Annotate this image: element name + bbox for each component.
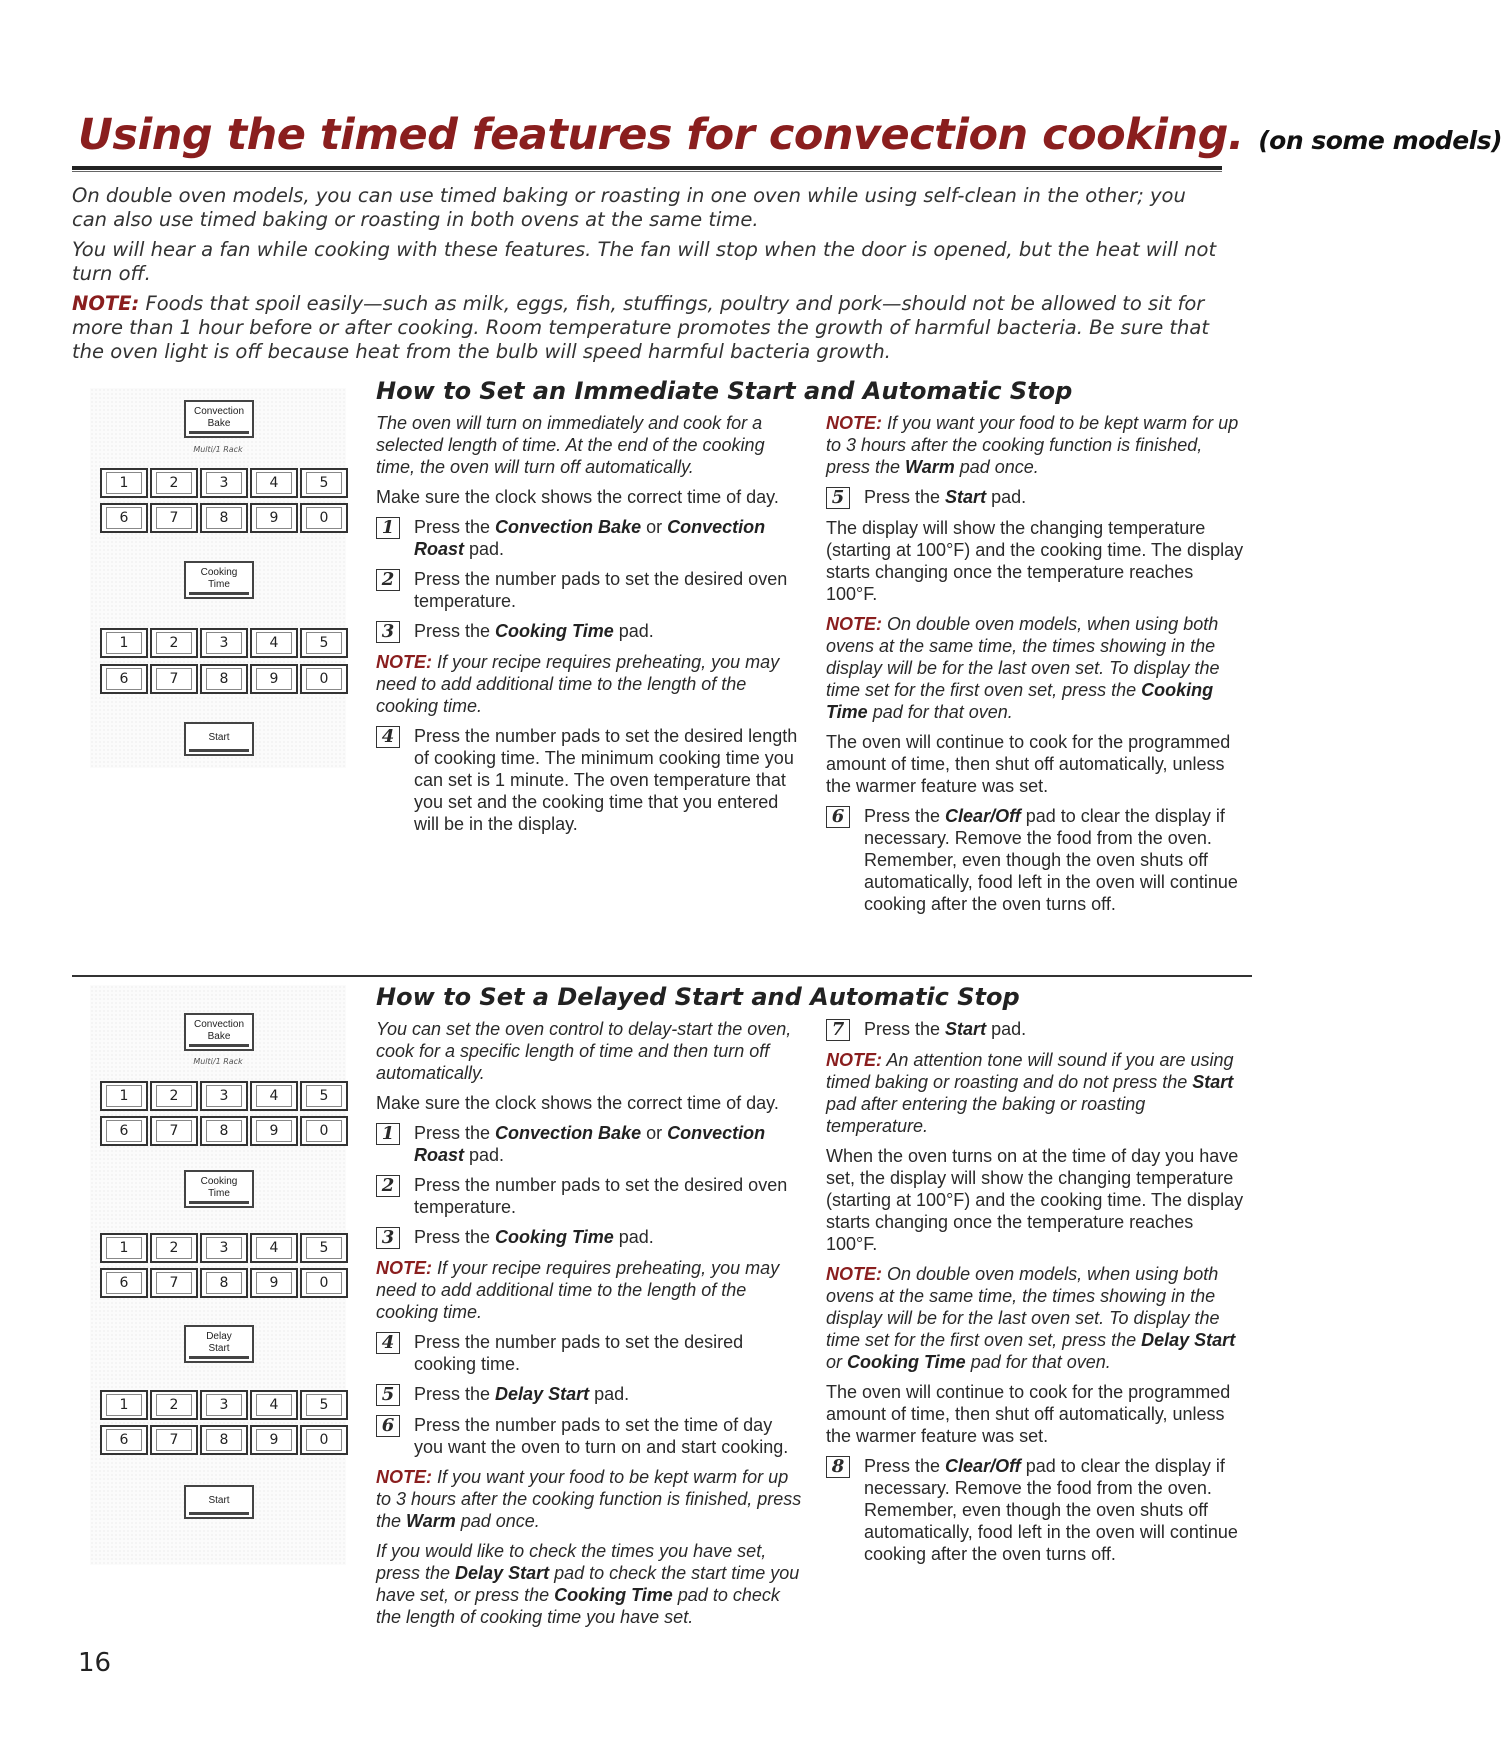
step-text: [864, 1455, 1246, 1565]
note: [826, 1049, 1246, 1137]
title-rule-thin: [72, 171, 1222, 172]
number-pad-0[interactable]: 0: [300, 1425, 348, 1455]
step-number: 8: [826, 1456, 850, 1478]
step-text-pre: Press the: [864, 1019, 946, 1039]
step-text-post: pad.: [464, 539, 505, 559]
number-pad-7[interactable]: 7: [150, 1268, 198, 1298]
number-pad-1[interactable]: 1: [100, 628, 148, 658]
number-pad-2[interactable]: 2: [150, 468, 198, 498]
title-sub: (on some models): [1258, 126, 1502, 155]
number-pad-row: [100, 1233, 348, 1263]
pad-label-line2: Time: [208, 579, 230, 590]
pad-name: Cooking Time: [554, 1585, 673, 1605]
pad-name: Convection Bake: [495, 1123, 642, 1143]
number-pad-row: [100, 1390, 348, 1420]
number-pad-1[interactable]: 1: [100, 1390, 148, 1420]
section1-right-column: [826, 412, 1246, 923]
number-pad-3[interactable]: 3: [200, 1233, 248, 1263]
note-label: NOTE:: [826, 1050, 882, 1070]
check-text: pad to check the start time you have set, or press the: [376, 1563, 800, 1605]
pad-label-line2: Start: [208, 1343, 230, 1354]
step-6: [826, 805, 1246, 915]
pad-label-line1: Convection: [193, 1019, 245, 1030]
continue-description: The oven will continue to cook for the programmed amount of time, then shut off automatically, unless the warmer feature was set.: [826, 1382, 1231, 1446]
number-pad-row: [100, 503, 348, 533]
step-number: 1: [376, 517, 400, 539]
step-text-or: or: [641, 517, 668, 537]
note-text: Foods that spoil easily—such as milk, eggs, fish, stuffings, poultry and pork—should not be allowed to sit for more than 1 hour before or after cooking. Room temperature promotes the growth of harmful bacteria. Be sure that the oven light is off because heat from the bulb will speed harmful bacteria growth.: [72, 292, 1210, 363]
title-main: Using the timed features for convection cooking.: [78, 110, 1244, 160]
number-pad-9[interactable]: 9: [250, 503, 298, 533]
intro: [72, 184, 1222, 370]
pad-name: Cooking Time: [847, 1352, 966, 1372]
step-text-pre: Press the: [864, 487, 946, 507]
pad-name: Convection Bake: [495, 517, 642, 537]
step-number: 3: [376, 621, 400, 643]
number-pad-7[interactable]: 7: [150, 1425, 198, 1455]
step-text: Press the number pads to set the desired cooking time.: [414, 1332, 744, 1374]
number-pad-6[interactable]: 6: [100, 1116, 148, 1146]
step-text: [864, 805, 1246, 915]
step-5: [376, 1383, 806, 1406]
step-2: [376, 568, 806, 612]
start-pad[interactable]: [184, 1485, 254, 1519]
step-text: [414, 516, 806, 560]
step-text: Press the number pads to set the desired oven temperature.: [414, 1175, 788, 1217]
number-pad-2[interactable]: 2: [150, 1081, 198, 1111]
step-text-post: pad.: [464, 1145, 505, 1165]
note-text: On double oven models, when using both ovens at the same time, the times showing in the display will be for the last oven set. To display the time set for the first oven set, press the: [826, 1264, 1220, 1350]
number-pad-4[interactable]: 4: [250, 628, 298, 658]
note-text: pad for that oven.: [965, 1352, 1111, 1372]
step-text: Press the number pads to set the time of day you want the oven to turn on and start cooking.: [414, 1415, 789, 1457]
number-pad-1[interactable]: 1: [100, 1081, 148, 1111]
number-pad-5[interactable]: 5: [300, 1233, 348, 1263]
section-title-delayed: How to Set a Delayed Start and Automatic Stop: [376, 983, 1020, 1011]
note: [826, 613, 1246, 723]
number-pad-8[interactable]: 8: [200, 503, 248, 533]
step-1: [376, 516, 806, 560]
step-text-post: pad.: [986, 487, 1027, 507]
note-text: pad for that oven.: [867, 702, 1013, 722]
section-divider: [72, 975, 1252, 977]
step-text-post: pad.: [613, 1227, 654, 1247]
pad-name: Warm: [905, 457, 955, 477]
check-text: If you would like to check the times you have set, press the: [376, 1541, 767, 1583]
number-pad-row: [100, 1081, 348, 1111]
number-pad-row: [100, 1116, 348, 1146]
number-pad-0[interactable]: 0: [300, 1268, 348, 1298]
step-number: 3: [376, 1227, 400, 1249]
number-pad-row: [100, 664, 348, 694]
number-pad-8[interactable]: 8: [200, 1116, 248, 1146]
note-text: If you want your food to be kept warm for up to 3 hours after the cooking function is finished, press the: [826, 413, 1239, 477]
pad-name: Start: [1192, 1072, 1234, 1092]
pad-name: Cooking Time: [495, 621, 614, 641]
clock-instruction: Make sure the clock shows the correct time of day.: [376, 487, 779, 507]
step-4: [376, 725, 806, 835]
pad-label-line1: Cooking: [200, 567, 238, 578]
note-label: NOTE:: [826, 1264, 882, 1284]
step-2: [376, 1174, 806, 1218]
title-rule: [72, 166, 1222, 170]
step-text: [414, 1383, 629, 1405]
note: [376, 1466, 806, 1532]
step-number: 6: [376, 1415, 400, 1437]
pad-label-line1: Delay: [206, 1331, 232, 1342]
note-text: If your recipe requires preheating, you may need to add additional time to the length of the cooking time.: [376, 652, 780, 716]
step-3: [376, 620, 806, 643]
note: [826, 412, 1246, 478]
pad-name: Convection Roast: [414, 1123, 766, 1165]
note-text: An attention tone will sound if you are using timed baking or roasting and do not press the: [826, 1050, 1234, 1092]
step-text-post: pad to clear the display if necessary. Remove the food from the oven. Remember, even though the oven shuts off automatically, food left in the oven will continue cooking after the oven turns off.: [864, 806, 1238, 914]
step-text-pre: Press the: [414, 1123, 496, 1143]
step-5: [826, 486, 1246, 509]
step-text: [864, 486, 1026, 508]
cooking-time-pad[interactable]: [184, 1170, 254, 1208]
number-pad-6[interactable]: 6: [100, 1268, 148, 1298]
pad-label: Start: [208, 1495, 230, 1506]
note: [376, 1257, 806, 1323]
check-times-note: [376, 1540, 806, 1628]
intro-note: [72, 292, 1222, 364]
step-number: 2: [376, 569, 400, 591]
note-label: NOTE:: [826, 614, 882, 634]
pad-name: Cooking Time: [826, 680, 1214, 722]
step-text: [414, 1226, 654, 1248]
step-number: 4: [376, 726, 400, 748]
convection-bake-pad[interactable]: [184, 1013, 254, 1051]
number-pad-3[interactable]: 3: [200, 1390, 248, 1420]
step-text-pre: Press the: [414, 517, 496, 537]
pad-name: Delay Start: [1141, 1330, 1236, 1350]
pad-name: Clear/Off: [945, 806, 1021, 826]
start-pad[interactable]: [184, 722, 254, 756]
step-number: 2: [376, 1175, 400, 1197]
step-number: 5: [826, 487, 850, 509]
step-3: [376, 1226, 806, 1249]
note-label: NOTE:: [376, 1467, 432, 1487]
number-pad-8[interactable]: 8: [200, 1268, 248, 1298]
step-text: [414, 1122, 806, 1166]
number-pad-0[interactable]: 0: [300, 1116, 348, 1146]
number-pad-row: [100, 628, 348, 658]
number-pad-6[interactable]: 6: [100, 503, 148, 533]
step-text: [414, 620, 654, 642]
number-pad-2[interactable]: 2: [150, 1233, 198, 1263]
pad-label: Start: [208, 732, 230, 743]
pad-name: Warm: [406, 1511, 456, 1531]
multi-rack-label: Multi/1 Rack: [193, 1057, 243, 1066]
intro-paragraph-1: On double oven models, you can use timed baking or roasting in one oven while using self-clean in the other; you can also use timed baking or roasting in both ovens at the same time.: [72, 184, 1186, 231]
number-pad-4[interactable]: 4: [250, 468, 298, 498]
number-pad-3[interactable]: 3: [200, 628, 248, 658]
number-pad-5[interactable]: 5: [300, 468, 348, 498]
number-pad-9[interactable]: 9: [250, 664, 298, 694]
step-7: [826, 1018, 1246, 1041]
number-pad-8[interactable]: 8: [200, 664, 248, 694]
pad-name: Delay Start: [455, 1563, 550, 1583]
step-number: 7: [826, 1019, 850, 1041]
step-text-post: pad.: [613, 621, 654, 641]
pad-name: Delay Start: [495, 1384, 590, 1404]
step-text: Press the number pads to set the desired oven temperature.: [414, 569, 788, 611]
note: [376, 651, 806, 717]
number-pad-5[interactable]: 5: [300, 628, 348, 658]
step-1: [376, 1122, 806, 1166]
step-text-post: pad.: [589, 1384, 630, 1404]
number-pad-9[interactable]: 9: [250, 1268, 298, 1298]
section2-left-column: [376, 1018, 806, 1636]
cooking-time-pad[interactable]: [184, 561, 254, 599]
number-pad-6[interactable]: 6: [100, 1425, 148, 1455]
number-pad-2[interactable]: 2: [150, 628, 198, 658]
number-pad-9[interactable]: 9: [250, 1425, 298, 1455]
note-label: NOTE:: [72, 292, 140, 315]
step-text-pre: Press the: [864, 806, 946, 826]
step-text-or: or: [641, 1123, 668, 1143]
number-pad-9[interactable]: 9: [250, 1116, 298, 1146]
step-6: [376, 1414, 806, 1458]
step-8: [826, 1455, 1246, 1565]
pad-name: Clear/Off: [945, 1456, 1021, 1476]
step-number: 1: [376, 1123, 400, 1145]
step-text-pre: Press the: [414, 1384, 496, 1404]
number-pad-3[interactable]: 3: [200, 468, 248, 498]
note-text: pad once.: [455, 1511, 540, 1531]
number-pad-0[interactable]: 0: [300, 503, 348, 533]
number-pad-row: [100, 1425, 348, 1455]
note-text: On double oven models, when using both ovens at the same time, the times showing in the display will be for the last oven set. To display the time set for the first oven set, press the: [826, 614, 1220, 700]
number-pad-4[interactable]: 4: [250, 1233, 298, 1263]
step-4: [376, 1331, 806, 1375]
note-text: pad after entering the baking or roasting temperature.: [826, 1094, 1146, 1136]
step-text-pre: Press the: [864, 1456, 946, 1476]
section-title-immediate: How to Set an Immediate Start and Automatic Stop: [376, 377, 1073, 405]
keypad-panel-delayed: [90, 985, 346, 1565]
step-number: 5: [376, 1384, 400, 1406]
note-label: NOTE:: [376, 1258, 432, 1278]
page-title: [78, 110, 1502, 160]
pad-name: Convection Roast: [414, 517, 766, 559]
number-pad-7[interactable]: 7: [150, 664, 198, 694]
pad-label-line2: Bake: [207, 1031, 231, 1042]
note-text: or: [826, 1352, 848, 1372]
step-number: 6: [826, 806, 850, 828]
number-pad-2[interactable]: 2: [150, 1390, 198, 1420]
keypad-panel-immediate: [90, 388, 346, 768]
number-pad-4[interactable]: 4: [250, 1390, 298, 1420]
step-text-post: pad to clear the display if necessary. Remove the food from the oven. Remember, even though the oven shuts off automatically, food left in the oven will continue cooking after the oven turns off.: [864, 1456, 1238, 1564]
pad-label-line1: Convection: [193, 406, 245, 417]
number-pad-5[interactable]: 5: [300, 1390, 348, 1420]
step-text-pre: Press the: [414, 621, 496, 641]
step-text: Press the number pads to set the desired length of cooking time. The minimum cooking time you can set is 1 minute. The oven temperature that you set and the cooking time that you entered will be in the display.: [414, 726, 798, 834]
number-pad-1[interactable]: 1: [100, 468, 148, 498]
number-pad-7[interactable]: 7: [150, 503, 198, 533]
number-pad-1[interactable]: 1: [100, 1233, 148, 1263]
note-label: NOTE:: [376, 652, 432, 672]
section-intro: You can set the oven control to delay-start the oven, cook for a specific length of time and then turn off automatically.: [376, 1019, 792, 1083]
number-pad-4[interactable]: 4: [250, 1081, 298, 1111]
pad-label-line2: Time: [208, 1188, 230, 1199]
section2-right-column: [826, 1018, 1246, 1573]
number-pad-6[interactable]: 6: [100, 664, 148, 694]
section-intro: The oven will turn on immediately and cook for a selected length of time. At the end of the cooking time, the oven will turn off automatically.: [376, 413, 765, 477]
step-text-post: pad.: [986, 1019, 1027, 1039]
note-text: pad once.: [954, 457, 1039, 477]
step-text-pre: Press the: [414, 1227, 496, 1247]
display-description: The display will show the changing temperature (starting at 100°F) and the cooking time. The display starts changing once the temperature reaches 100°F.: [826, 518, 1244, 604]
pad-name: Start: [945, 487, 987, 507]
note-text: If you want your food to be kept warm for up to 3 hours after the cooking function is finished, press the: [376, 1467, 802, 1531]
number-pad-row: [100, 1268, 348, 1298]
clock-instruction: Make sure the clock shows the correct time of day.: [376, 1093, 779, 1113]
pad-name: Start: [945, 1019, 987, 1039]
number-pad-5[interactable]: 5: [300, 1081, 348, 1111]
convection-bake-pad[interactable]: [184, 400, 254, 438]
display-description: When the oven turns on at the time of day you have set, the display will show the changing temperature (starting at 100°F) and the cooking time. The display starts changing once the temperature reaches 100°F.: [826, 1146, 1244, 1254]
number-pad-0[interactable]: 0: [300, 664, 348, 694]
page-number: 16: [78, 1648, 112, 1678]
number-pad-row: [100, 468, 348, 498]
multi-rack-label: Multi/1 Rack: [193, 445, 243, 454]
delay-start-pad[interactable]: [184, 1325, 254, 1363]
continue-description: The oven will continue to cook for the programmed amount of time, then shut off automatically, unless the warmer feature was set.: [826, 732, 1231, 796]
intro-paragraph-2: You will hear a fan while cooking with these features. The fan will stop when the door is opened, but the heat will not turn off.: [72, 238, 1217, 285]
note-label: NOTE:: [826, 413, 882, 433]
pad-label-line1: Cooking: [200, 1176, 238, 1187]
check-text: pad to check the length of cooking time you have set.: [376, 1585, 780, 1627]
number-pad-7[interactable]: 7: [150, 1116, 198, 1146]
section1-left-column: [376, 412, 806, 843]
note-text: If your recipe requires preheating, you may need to add additional time to the length of the cooking time.: [376, 1258, 780, 1322]
step-text: [864, 1018, 1026, 1040]
step-number: 4: [376, 1332, 400, 1354]
pad-label-line2: Bake: [207, 418, 231, 429]
note: [826, 1263, 1246, 1373]
pad-name: Cooking Time: [495, 1227, 614, 1247]
number-pad-3[interactable]: 3: [200, 1081, 248, 1111]
number-pad-8[interactable]: 8: [200, 1425, 248, 1455]
